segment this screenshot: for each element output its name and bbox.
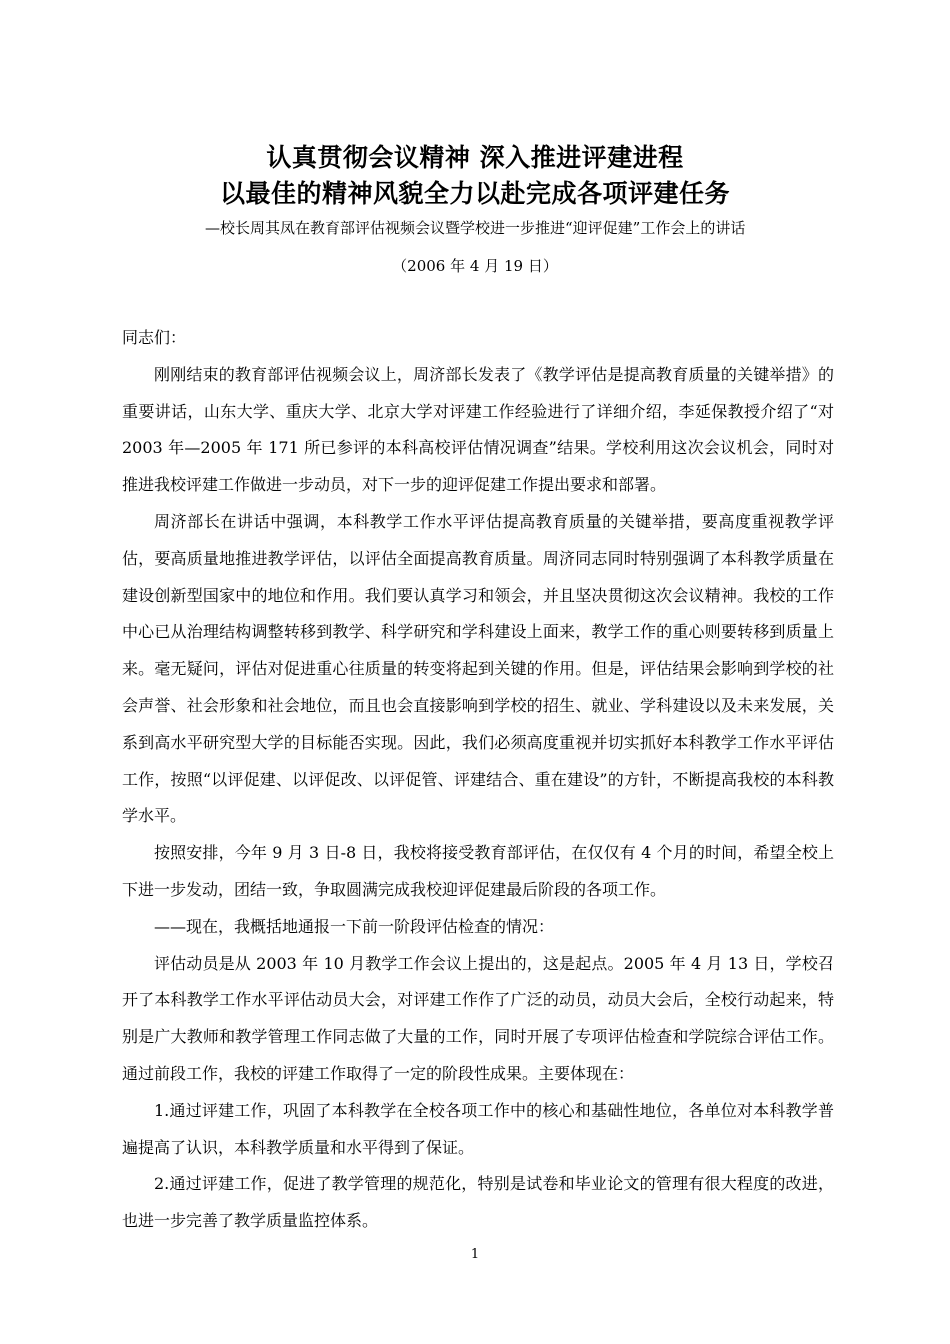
document-title-line1: 认真贯彻会议精神 深入推进评建进程 [266, 143, 684, 172]
document-title-line2: 以最佳的精神风貌全力以赴完成各项评建任务 [219, 179, 730, 208]
paragraph: ——现在，我概括地通报一下前一阶段评估检查的情况： [154, 916, 555, 936]
paragraph: 2.通过评建工作，促进了教学管理的规范化，特别是试卷和毕业论文的管理有很大程度的改进，也进一步完善了教学质量监控体系。 [122, 1174, 834, 1231]
paragraph: 1.通过评建工作，巩固了本科教学在全校各项工作中的核心和基础性地位，各单位对本科教学普遍提高了认识，本科教学质量和水平得到了保证。 [122, 1100, 834, 1157]
page-number: 1 [470, 1247, 480, 1262]
paragraph: 周济部长在讲话中强调，本科教学工作水平评估提高教育质量的关键举措，要高度重视教学评估，要高质量地推进教学评估，以评估全面提高教育质量。周济同志同时特别强调了本科教学质量在建设创新型国家中的地位和作用。我们要认真学习和领会，并且坚决贯彻这次会议精神。我校的工作中心已从治理结构调整转移到教学、科学研究和学科建设上面来，教学工作的重心则要转移到质量上来。毫无疑问，评估对促进重心往质量的转变将起到关键的作用。但是，评估结果会影响到学校的社会声誉、社会形象和社会地位，而且也会直接影响到学校的招生、就业、学科建设以及未来发展，关系到高水平研究型大学的目标能否实现。因此，我们必须高度重视并切实抓好本科教学工作水平评估工作，按照“以评促建、以评促改、以评促管、评建结合、重在建设”的方针，不断提高我校的本科教学水平。 [122, 511, 834, 826]
document-date: （2006 年 4 月 19 日） [392, 257, 558, 275]
salutation: 同志们： [122, 328, 187, 347]
paragraph: 刚刚结束的教育部评估视频会议上，周济部长发表了《教学评估是提高教育质量的关键举措》的重要讲话，山东大学、重庆大学、北京大学对评建工作经验进行了详细介绍，李延保教授介绍了“对 2003 年—2005 年 171 所已参评的本科高校评估情况调查”结果。学校利用这次会议机会，同时对推进我校评建工作做进一步动员，对下一步的迎评促建工作提出要求和部署。 [122, 364, 834, 495]
paragraph: 评估动员是从 2003 年 10 月教学工作会议上提出的，这是起点。2005 年 4 月 13 日，学校召开了本科教学工作水平评估动员大会，对评建工作作了广泛的动员，动员大会后，全校行动起来，特别是广大教师和教学管理工作同志做了大量的工作，同时开展了专项评估检查和学院综合评估工作。通过前段工作，我校的评建工作取得了一定的阶段性成果。主要体现在： [122, 953, 834, 1083]
document-subtitle: —校长周其凤在教育部评估视频会议暨学校进一步推进“迎评促建”工作会上的讲话 [205, 219, 746, 237]
document-body [122, 320, 834, 1240]
paragraph: 按照安排，今年 9 月 3 日-8 日，我校将接受教育部评估，在仅仅有 4 个月的时间，希望全校上下进一步发动，团结一致，争取圆满完成我校迎评促建最后阶段的各项工作。 [122, 843, 834, 899]
